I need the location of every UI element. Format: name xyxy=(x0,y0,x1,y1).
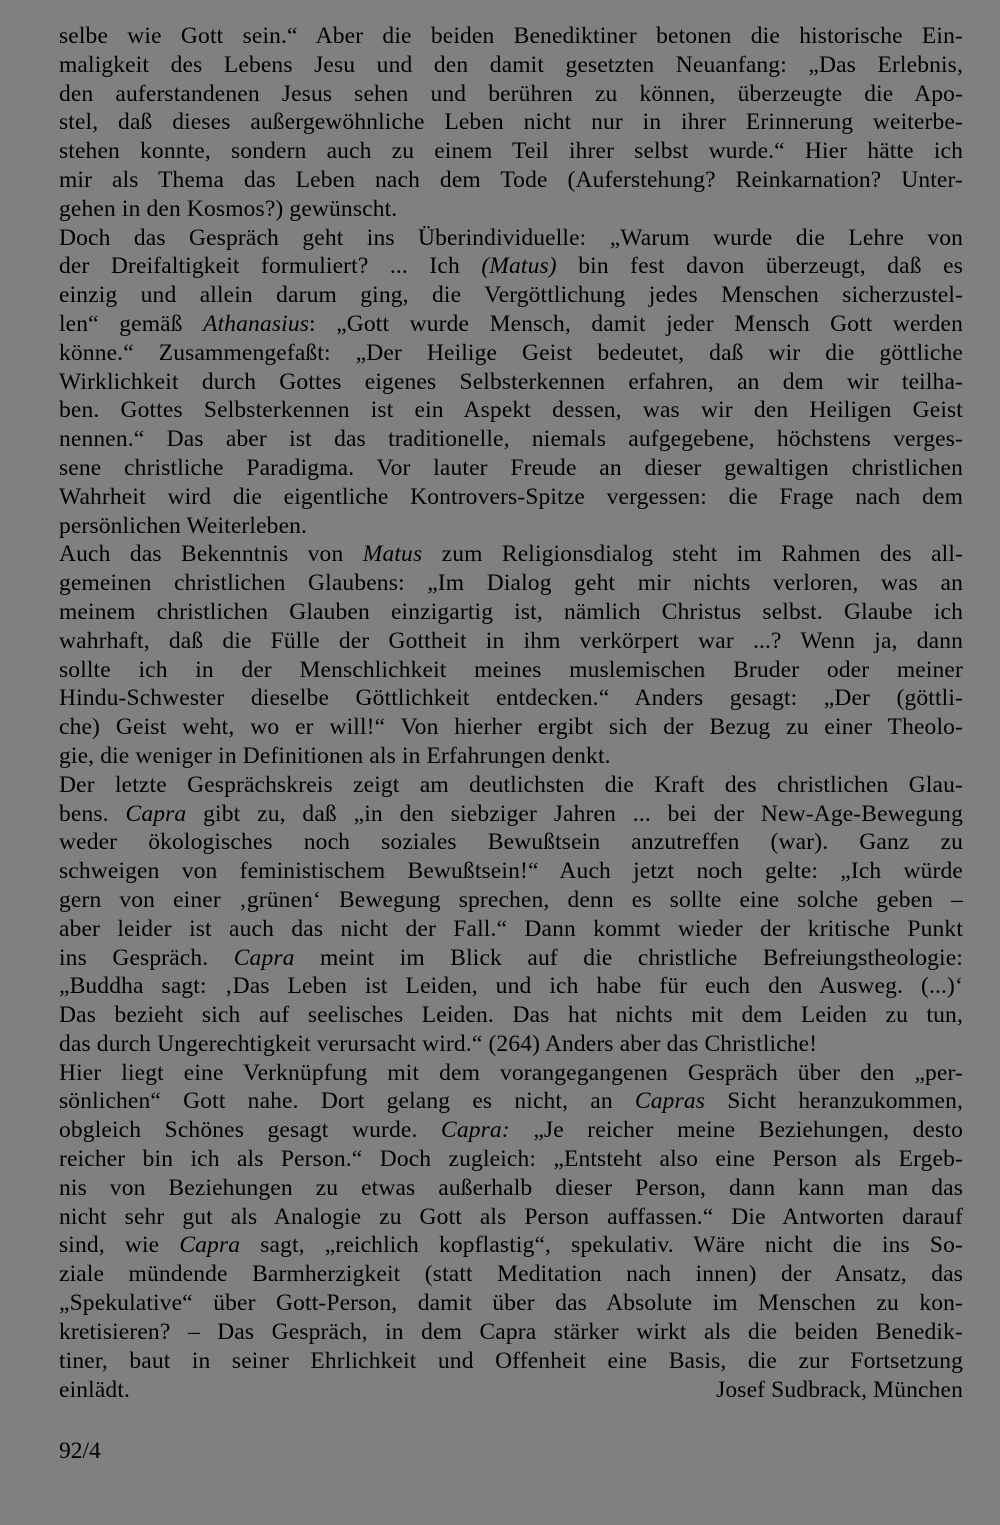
text-run: einzig und allein darum ging, die Vergöttlichung jedes Menschen sicherzustel- xyxy=(59,282,963,309)
text-line xyxy=(59,1289,963,1318)
text-line xyxy=(59,224,963,253)
text-line xyxy=(59,944,963,973)
text-line xyxy=(59,1260,963,1289)
text-run: kretisieren? – Das Gespräch, in dem Capra stärker wirkt als die beiden Benedik- xyxy=(59,1318,963,1345)
text-line xyxy=(59,483,963,512)
text-run: schweigen von feministischem Bewußtsein!“ Auch jetzt noch gelte: „Ich würde xyxy=(59,858,963,885)
text-line xyxy=(59,713,963,742)
text-run: ins Gespräch. xyxy=(59,944,234,971)
text-line xyxy=(59,684,963,713)
text-run: Wirklichkeit durch Gottes eigenes Selbsterkennen erfahren, an dem wir teilha- xyxy=(59,368,963,395)
text-line xyxy=(59,512,963,541)
text-run: könne.“ Zusammengefaßt: „Der Heilige Geist bedeutet, daß wir die göttliche xyxy=(59,339,963,366)
text-line xyxy=(59,771,963,800)
text-line xyxy=(59,972,963,1001)
closing-word: einlädt. xyxy=(59,1377,131,1404)
text-line xyxy=(59,1116,963,1145)
text-run: wahrhaft, daß die Fülle der Gottheit in ihm verkörpert war ...? Wenn ja, dann xyxy=(59,627,963,654)
text-run: Das bezieht sich auf seelisches Leiden. Das hat nichts mit dem Leiden zu tun, xyxy=(59,1002,963,1029)
text-line xyxy=(59,310,963,339)
text-run: persönlichen Weiterleben. xyxy=(59,512,308,539)
text-line xyxy=(59,1203,963,1232)
text-line xyxy=(59,569,963,598)
text-line xyxy=(59,800,963,829)
text-run: Sicht heranzukommen, xyxy=(705,1088,963,1115)
text-run: maligkeit des Lebens Jesu und den damit gesetzten Neuanfang: „Das Erlebnis, xyxy=(59,51,963,78)
italic-name: Athanasius xyxy=(203,310,310,337)
italic-name: Capra xyxy=(179,1232,241,1259)
text-run: „Buddha sagt: ‚Das Leben ist Leiden, und ich habe für euch den Ausweg. (...)‘ xyxy=(59,973,963,1000)
text-line xyxy=(59,627,963,656)
text-run: meint im Blick auf die christliche Befreiungstheologie: xyxy=(294,944,963,971)
text-run: Wahrheit wird die eigentliche Kontrovers-Spitze vergessen: die Frage nach dem xyxy=(59,483,963,510)
text-line xyxy=(59,886,963,915)
italic-name: Capras xyxy=(634,1088,706,1115)
text-line xyxy=(59,1030,963,1059)
italic-name: Capra xyxy=(125,800,187,827)
text-line xyxy=(59,857,963,886)
text-line xyxy=(59,166,963,195)
text-run: stehen konnte, sondern auch zu einem Teil ihrer selbst wurde.“ Hier hätte ich xyxy=(59,138,963,165)
text-line xyxy=(59,828,963,857)
text-run: aber leider ist auch das nicht der Fall.“ Dann kommt wieder der kritische Punkt xyxy=(59,915,963,942)
text-line xyxy=(59,51,963,80)
text-run: Hier liegt eine Verknüpfung mit dem vorangegangenen Gespräch über den „per- xyxy=(59,1059,963,1086)
text-run: „Je reicher meine Beziehungen, desto xyxy=(509,1117,963,1144)
text-run: zum Religionsdialog steht im Rahmen des all- xyxy=(422,541,963,568)
text-run: ziale mündende Barmherzigkeit (statt Meditation nach innen) der Ansatz, das xyxy=(59,1261,963,1288)
text-line xyxy=(59,22,963,51)
text-run: gie, die weniger in Definitionen als in Erfahrungen denkt. xyxy=(59,742,611,769)
author-signature: Josef Sudbrack, München xyxy=(716,1377,963,1404)
text-run: sagt, „reichlich kopflastig“, spekulativ. Wäre nicht die ins So- xyxy=(240,1232,963,1259)
text-line xyxy=(59,368,963,397)
text-run: : „Gott wurde Mensch, damit jeder Mensch Gott werden xyxy=(309,310,963,337)
text-run: weder ökologisches noch soziales Bewußtsein anzutreffen (war). Ganz zu xyxy=(59,829,963,856)
text-line xyxy=(59,1001,963,1030)
text-line xyxy=(59,742,963,771)
text-run: sönlichen“ Gott nahe. Dort gelang es nicht, an xyxy=(59,1088,635,1115)
text-line xyxy=(59,1087,963,1116)
italic-name: Matus xyxy=(362,541,423,568)
text-run: tiner, baut in seiner Ehrlichkeit und Offenheit eine Basis, die zur Fortsetzung xyxy=(59,1347,963,1374)
text-line xyxy=(59,1347,963,1376)
text-line xyxy=(59,339,963,368)
text-run: nicht sehr gut als Analogie zu Gott als Person auffassen.“ Die Antworten darauf xyxy=(59,1203,963,1230)
page-number: 92/4 xyxy=(59,1438,101,1464)
text-line xyxy=(59,281,963,310)
italic-name: (Matus) xyxy=(481,253,557,280)
text-line xyxy=(59,195,963,224)
text-run: gern von einer ‚grünen‘ Bewegung sprechen, denn es sollte eine solche geben – xyxy=(59,886,963,913)
text-line xyxy=(59,454,963,483)
text-line xyxy=(59,1174,963,1203)
text-run: bin fest davon überzeugt, daß es xyxy=(556,253,963,280)
text-run: Der letzte Gesprächskreis zeigt am deutlichsten die Kraft des christlichen Glau- xyxy=(59,771,963,798)
review-text xyxy=(59,22,963,1375)
text-run: bens. xyxy=(59,800,126,827)
italic-name: Capra xyxy=(233,944,295,971)
text-line xyxy=(59,540,963,569)
text-run: nennen.“ Das aber ist das traditionelle, niemals aufgegebene, höchstens verges- xyxy=(59,426,963,453)
text-run: selbe wie Gott sein.“ Aber die beiden Benediktiner betonen die historische Ein- xyxy=(59,23,963,49)
text-run: „Spekulative“ über Gott-Person, damit über das Absolute im Menschen zu kon- xyxy=(59,1290,963,1317)
text-run: len“ gemäß xyxy=(59,310,204,337)
text-run: stel, daß dieses außergewöhnliche Leben nicht nur in ihrer Erinnerung weiterbe- xyxy=(59,109,963,136)
text-run: mir als Thema das Leben nach dem Tode (Auferstehung? Reinkarnation? Unter- xyxy=(59,166,963,193)
text-run: den auferstandenen Jesus sehen und berühren zu können, überzeugte die Apo- xyxy=(59,80,963,107)
text-run: che) Geist weht, wo er will!“ Von hierher ergibt sich der Bezug zu einer Theolo- xyxy=(59,714,963,741)
italic-name: Capra: xyxy=(441,1117,510,1144)
text-run: sollte ich in der Menschlichkeit meines muslemischen Bruder oder meiner xyxy=(59,656,963,683)
text-line xyxy=(59,137,963,166)
text-line xyxy=(59,396,963,425)
text-run: gibt zu, daß „in den siebziger Jahren ... bei der New-Age-Bewegung xyxy=(186,800,963,827)
text-run: obgleich Schönes gesagt wurde. xyxy=(59,1117,441,1144)
text-run: Auch das Bekenntnis von xyxy=(59,541,363,568)
text-run: gehen in den Kosmos?) gewünscht. xyxy=(59,195,398,222)
text-run: reicher bin ich als Person.“ Doch zugleich: „Entsteht also eine Person als Ergeb- xyxy=(59,1146,963,1173)
text-line xyxy=(59,108,963,137)
text-run: der Dreifaltigkeit formuliert? ... Ich xyxy=(59,253,482,280)
text-line xyxy=(59,915,963,944)
text-run: Hindu-Schwester dieselbe Göttlichkeit entdecken.“ Anders gesagt: „Der (göttli- xyxy=(59,685,963,712)
text-run: Doch das Gespräch geht ins Überindividuelle: „Warum wurde die Lehre von xyxy=(59,224,963,251)
text-line xyxy=(59,252,963,281)
text-run: gemeinen christlichen Glaubens: „Im Dialog geht mir nichts verloren, was an xyxy=(59,570,963,597)
text-line xyxy=(59,598,963,627)
text-run: sene christliche Paradigma. Vor lauter Freude an dieser gewaltigen christlichen xyxy=(59,454,963,481)
text-run: meinem christlichen Glauben einzigartig ist, nämlich Christus selbst. Glaube ich xyxy=(59,598,963,625)
text-line xyxy=(59,1231,963,1260)
text-line xyxy=(59,1318,963,1347)
text-line xyxy=(59,425,963,454)
text-run: sind, wie xyxy=(59,1232,180,1259)
text-run: nis von Beziehungen zu etwas außerhalb dieser Person, dann kann man das xyxy=(59,1174,963,1201)
text-line xyxy=(59,1059,963,1088)
text-line xyxy=(59,1145,963,1174)
text-line xyxy=(59,656,963,685)
text-line xyxy=(59,80,963,109)
text-run: ben. Gottes Selbsterkennen ist ein Aspekt dessen, was wir den Heiligen Geist xyxy=(59,397,963,424)
closing-line xyxy=(59,1376,963,1405)
text-run: das durch Ungerechtigkeit verursacht wird.“ (264) Anders aber das Christliche! xyxy=(59,1030,818,1057)
